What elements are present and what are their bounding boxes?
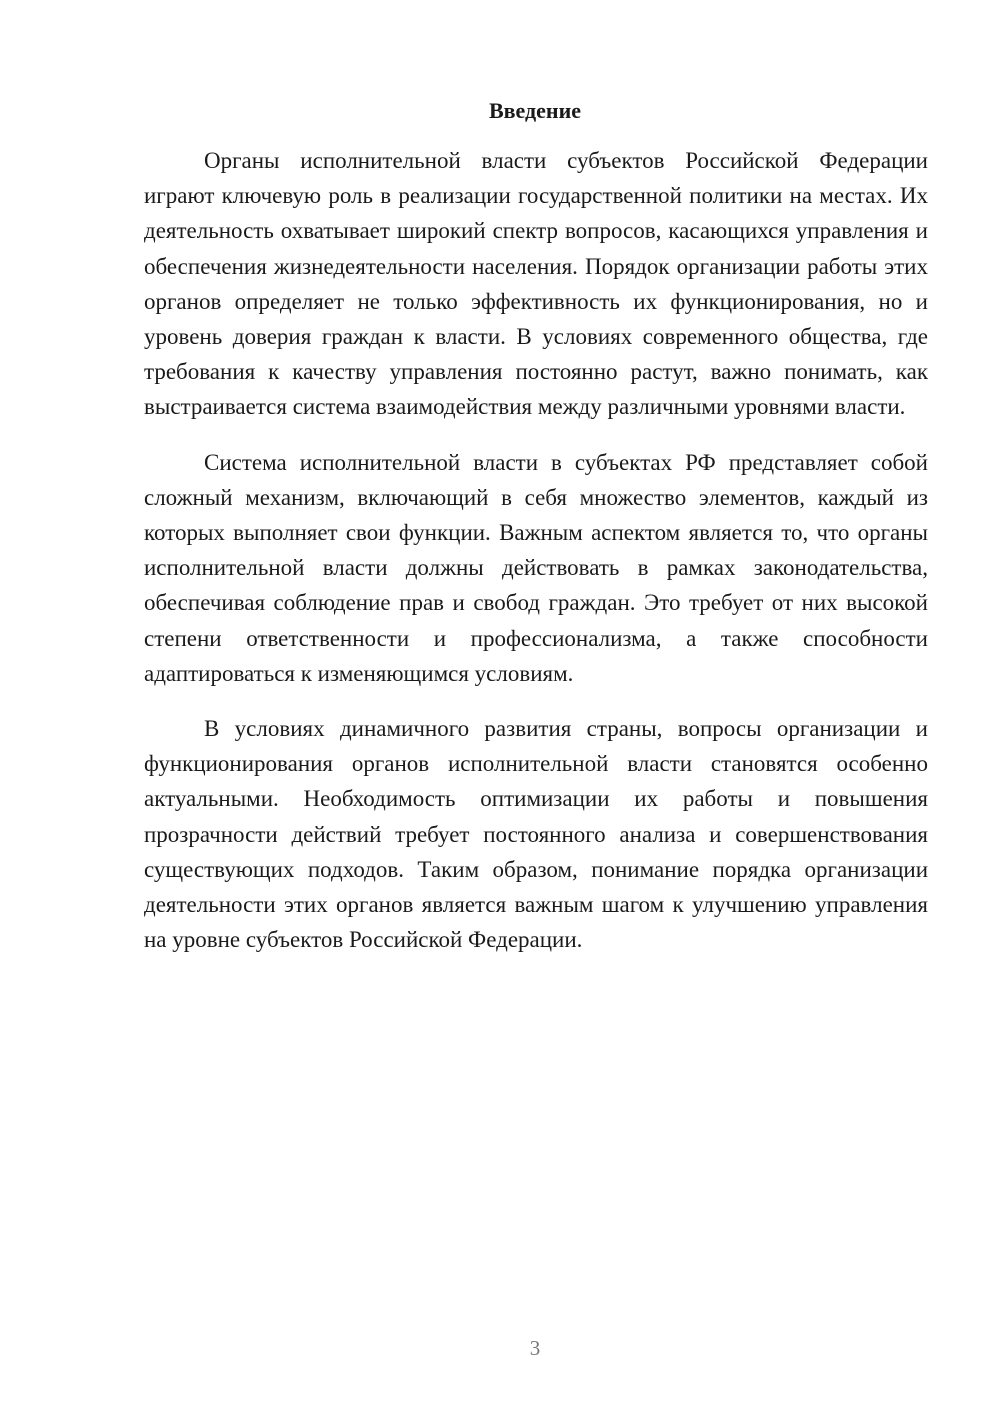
- body-text: [144, 143, 928, 977]
- paragraph-1: Органы исполнительной власти субъектов Российской Федерации играют ключевую роль в реализации государственной политики на местах. Их деятельность охватывает широкий спектр вопросов, касающихся управления и обеспечения жизнедеятельности населения. Порядок организации работы этих органов определяет не только эффективность их функционирования, но и уровень доверия граждан к власти. В условиях современного общества, где требования к качеству управления постоянно растут, важно понимать, как выстраивается система взаимодействия между различными уровнями власти.: [144, 148, 928, 420]
- section-title: Введение: [488, 98, 582, 123]
- page-number: 3: [529, 1336, 541, 1360]
- paragraph-2: Система исполнительной власти в субъектах РФ представляет собой сложный механизм, включающий в себя множество элементов, каждый из которых выполняет свои функции. Важным аспектом является то, что органы исполнительной власти должны действовать в рамках законодательства, обеспечивая соблюдение прав и свобод граждан. Это требует от них высокой степени ответственности и профессионализма, а также способности адаптироваться к изменяющимся условиям.: [144, 449, 928, 686]
- paragraph-3: В условиях динамичного развития страны, вопросы организации и функционирования органов исполнительной власти становятся особенно актуальными. Необходимость оптимизации их работы и повышения прозрачности действий требует постоянного анализа и совершенствования существующих подходов. Таким образом, понимание порядка организации деятельности этих органов является важным шагом к улучшению управления на уровне субъектов Российской Федерации.: [144, 716, 928, 953]
